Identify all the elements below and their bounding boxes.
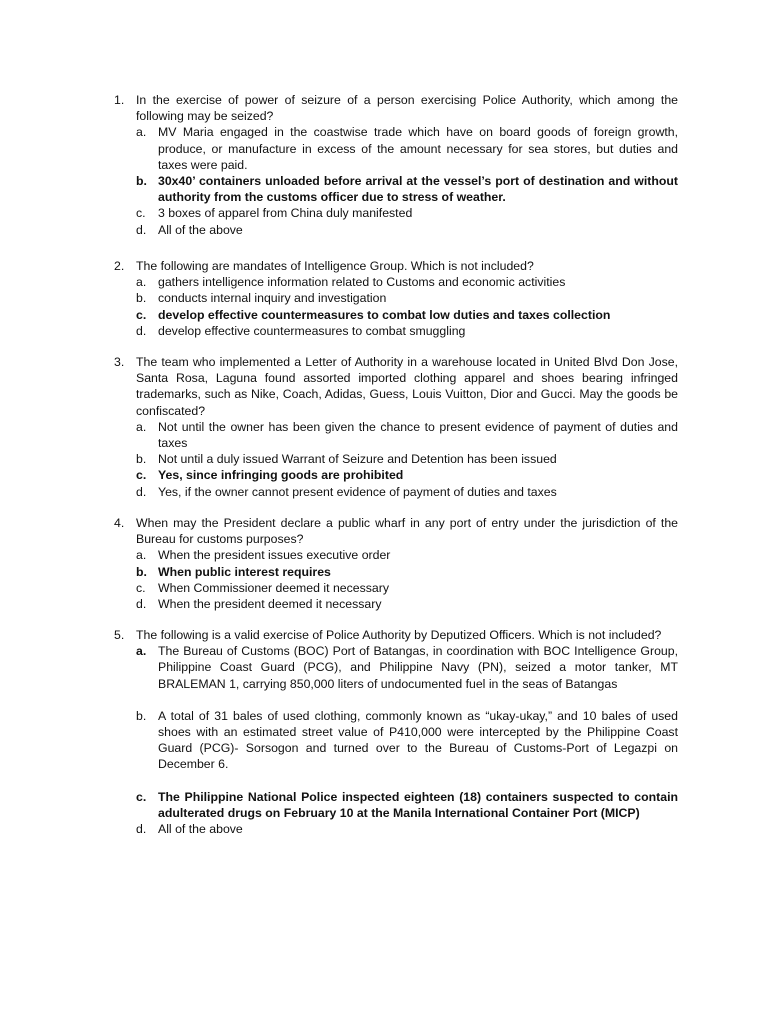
question-number: 4.	[114, 516, 125, 530]
option-c: c. 3 boxes of apparel from China duly manifested	[136, 206, 413, 221]
option-b: b. 30x40’ containers unloaded before arrival at the vessel’s port of destination and without authority from the customs officer due to stress of weather.	[136, 174, 678, 205]
option-list	[114, 124, 678, 237]
question-number: 2.	[114, 259, 125, 273]
option-d: d. When the president deemed it necessary	[136, 597, 382, 612]
question-3	[114, 354, 678, 500]
question-text: When may the President declare a public wharf in any port of entry under the jurisdiction of the Bureau for customs purposes?	[136, 516, 678, 547]
option-c: c. When Commissioner deemed it necessary	[136, 580, 389, 595]
option-list	[114, 643, 678, 837]
option-d: d. All of the above	[136, 222, 243, 237]
option-c: c. Yes, since infringing goods are prohibited	[136, 468, 404, 483]
question-5	[114, 627, 678, 837]
option-b: b. A total of 31 bales of used clothing, commonly known as “ukay-ukay,” and 10 bales of used shoes with an estimated street value of P410,000 were intercepted by the Philippine Coast Guard (PCG)- Sorsogon and turned over to the Bureau of Customs-Port of Legazpi on December 6.	[136, 708, 678, 772]
option-c: c. develop effective countermeasures to combat low duties and taxes collection	[136, 307, 611, 322]
question-text: In the exercise of power of seizure of a person exercising Police Authority, which among the following may be seized?	[136, 93, 678, 124]
question-4	[114, 515, 678, 612]
option-b: b. Not until a duly issued Warrant of Seizure and Detention has been issued	[136, 452, 557, 467]
option-d: d. Yes, if the owner cannot present evidence of payment of duties and taxes	[136, 484, 557, 499]
question-number: 5.	[114, 628, 125, 642]
option-a: a. Not until the owner has been given the chance to present evidence of payment of duties and taxes	[136, 419, 678, 451]
option-a: a. The Bureau of Customs (BOC) Port of Batangas, in coordination with BOC Intelligence Group, Philippine Coast Guard (PCG), and Philippine Navy (PN), seized a motor tanker, MT BRALEMAN 1, carrying 850,000 liters of undocumented fuel in the seas of Batangas	[136, 644, 678, 691]
option-a: a. gathers intelligence information related to Customs and economic activities	[136, 275, 566, 290]
option-a: a. When the president issues executive order	[136, 548, 391, 563]
option-d: d. All of the above	[136, 822, 243, 837]
option-b: b. conducts internal inquiry and investigation	[136, 291, 387, 306]
option-c: c. The Philippine National Police inspected eighteen (18) containers suspected to contain adulterated drugs on February 10 at the Manila International Container Port (MICP)	[136, 789, 678, 820]
option-list	[114, 547, 678, 612]
question-number: 3.	[114, 355, 125, 369]
question-text: The following is a valid exercise of Police Authority by Deputized Officers. Which is not included?	[136, 628, 662, 642]
option-d: d. develop effective countermeasures to combat smuggling	[136, 323, 466, 338]
option-a: a. MV Maria engaged in the coastwise trade which have on board goods of foreign growth, produce, or manufacture in excess of the amount necessary for sea stores, but duties and taxes were paid.	[136, 125, 678, 172]
question-text: The team who implemented a Letter of Authority in a warehouse located in United Blvd Don Jose, Santa Rosa, Laguna found assorted imported clothing apparel and shoes bearing infringed trademarks, such as Nike, Coach, Adidas, Guess, Louis Vuitton, Dior and Gucci. May the goods be confiscated?	[136, 355, 678, 418]
question-number: 1.	[114, 93, 125, 107]
option-list	[114, 419, 678, 500]
question-text: The following are mandates of Intelligence Group. Which is not included?	[136, 259, 534, 273]
option-b: b. When public interest requires	[136, 564, 331, 579]
question-2	[114, 258, 678, 339]
option-list	[114, 274, 678, 339]
question-1	[114, 92, 678, 238]
